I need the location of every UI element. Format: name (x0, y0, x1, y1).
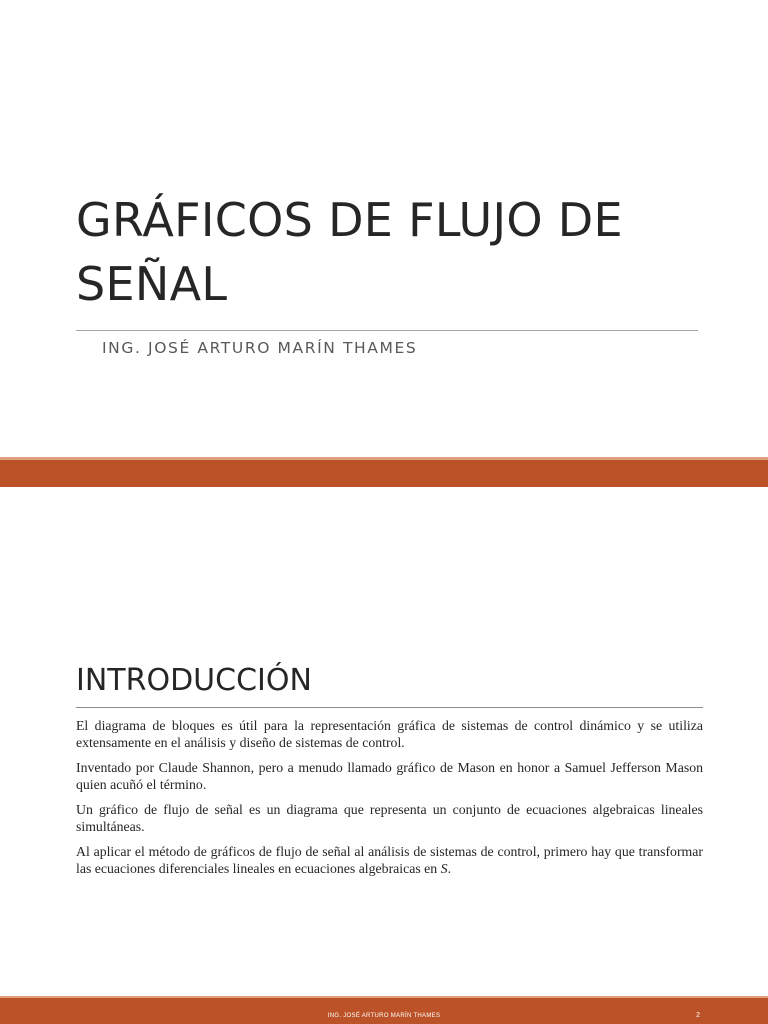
slide-separator-band (0, 457, 768, 487)
variable-s: S (440, 861, 448, 876)
body-text (76, 717, 703, 885)
section-title: INTRODUCCIÓN (76, 663, 312, 698)
slide-title-line-1: GRÁFICOS DE FLUJO DE (76, 193, 623, 247)
paragraph: Un gráfico de flujo de señal es un diagrama que representa un conjunto de ecuaciones algebraicas lineales simultáneas. (76, 802, 703, 834)
slide-title (76, 188, 716, 316)
content-slide (0, 487, 768, 996)
footer-band (0, 996, 768, 1024)
title-slide (0, 0, 768, 457)
title-divider (76, 330, 698, 331)
paragraph-period: . (447, 861, 452, 876)
footer-author: ING. JOSÉ ARTURO MARÍN THAMES (327, 1013, 441, 1019)
paragraph (76, 843, 703, 877)
slide-subtitle: ING. JOSÉ ARTURO MARÍN THAMES (102, 339, 418, 357)
paragraph: El diagrama de bloques es útil para la representación gráfica de sistemas de control dinámico y se utiliza extensamente en el análisis y diseño de sistemas de control. (76, 718, 703, 750)
page-number: 2 (696, 1012, 700, 1019)
paragraph-text: Al aplicar el método de gráficos de flujo de señal al análisis de sistemas de control, primero hay que transformar las ecuaciones diferenciales lineales en ecuaciones algebraicas en (76, 844, 703, 876)
slide-title-line-2: SEÑAL (76, 257, 228, 311)
paragraph: Inventado por Claude Shannon, pero a menudo llamado gráfico de Mason en honor a Samuel Jefferson Mason quien acuñó el término. (76, 760, 703, 792)
section-divider (76, 707, 703, 708)
